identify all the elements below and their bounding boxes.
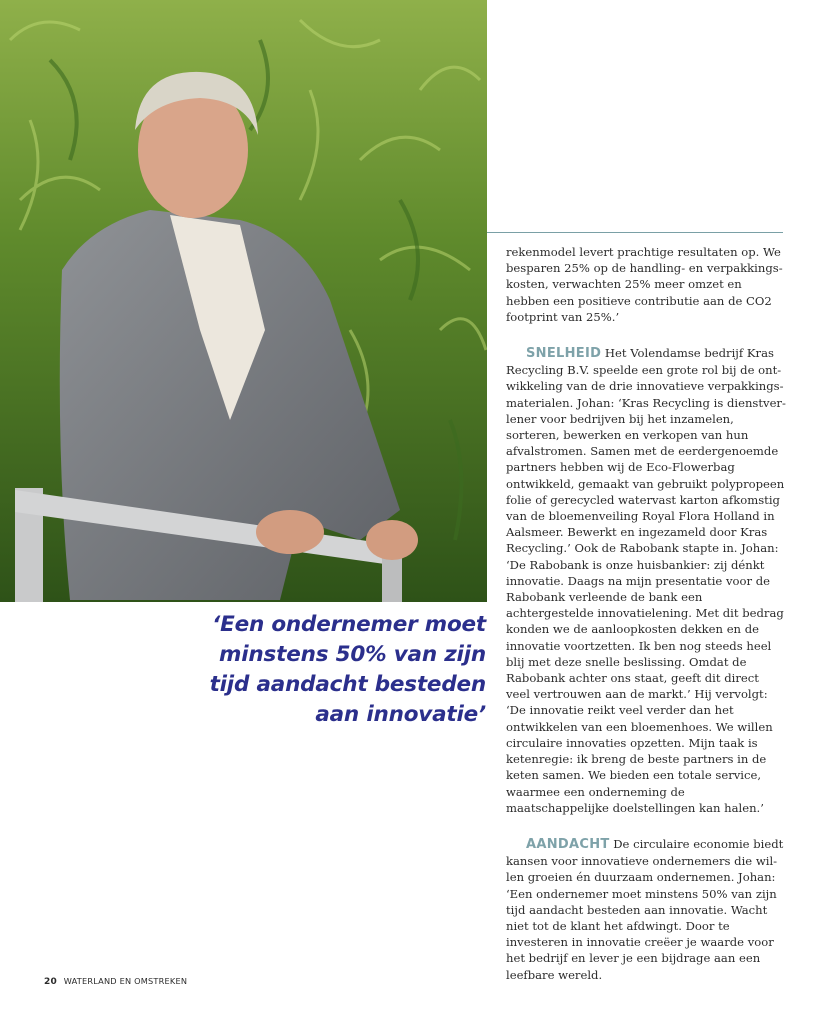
- pull-quote: [200, 610, 486, 730]
- pull-quote-line: tijd aandacht besteden: [209, 672, 486, 697]
- pull-quote-line: ‘Een ondernemer moet: [212, 612, 486, 637]
- section-aandacht: [506, 836, 786, 983]
- article-body: [506, 244, 786, 983]
- section-lead-aandacht: AANDACHT: [526, 836, 610, 852]
- section-snelheid: [506, 345, 786, 816]
- section-text: Het Volendamse bedrijf Kras Recycling B.V. speelde een grote rol bij de ontwikkeling van de drie innovatieve verpakkingsmaterialen. Johan: ‘Kras Recycling is dienstverlener voor bedrijven bij het inzamelen, sorteren, bewerken en verkopen van hun afvalstromen. Samen met de eerdergenoemde partners hebben wij de Eco-Flowerbag ontwikkeld, gemaakt van gebruikt polypropeen folie of gerecycled watervast karton afkomstig van de bloemenveiling Royal Flora Holland in Aalsmeer. Bewerkt en ingezameld door Kras Recycling.’ Ook de Rabobank stapte in. Johan: ‘De Rabobank is onze huisbankier: zij dénkt innovatie. Daags na mijn presentatie voor de Rabobank verleende de bank een achtergestelde innovatielening. Met dit bedrag konden we de aanloopkosten dekken en de innovatie voortzetten. Ik ben nog steeds heel blij met deze snelle beslissing. Omdat de Rabobank achter ons staat, geeft dit direct veel vertrouwen aan de markt.’ Hij vervolgt: ‘De innovatie reikt veel verder dan het ontwikkelen van een bloemenhoes. We willen circulaire innovaties opzetten. Mijn taak is ketenregie: ik breng de beste partners in de keten samen. We bieden een totale service, waarmee een onderneming de maatschappelijke doelstellingen kan halen.’: [506, 346, 786, 815]
- page-footer: [44, 976, 187, 987]
- section-text: De circulaire economie biedt kansen voor innovatieve ondernemers die willen groeien én duurzaam ondernemen. Johan: ‘Een ondernemer moet minstens 50% van zijn tijd aandacht besteden aan innovatie. Wacht niet tot de klant het afdwingt. Door te investeren in innovatie creëer je waarde voor het bedrijf en lever je een bijdrage aan een leefbare wereld.: [506, 836, 784, 982]
- portrait-photo: [0, 0, 487, 602]
- pull-quote-line: minstens 50% van zijn: [219, 642, 486, 667]
- pull-quote-line: aan innovatie’: [315, 702, 486, 727]
- intro-paragraph: rekenmodel levert prachtige resultaten op. We besparen 25% op de handling- en verpakkingskosten, verwachten 25% meer omzet en hebben een positieve contributie aan de CO2 footprint van 25%.’: [506, 245, 783, 324]
- magazine-name: WATERLAND EN OMSTREKEN: [63, 976, 188, 986]
- column-divider-rule: [487, 232, 783, 233]
- page-number: 20: [44, 977, 57, 987]
- portrait-illustration: [0, 0, 487, 602]
- section-lead-snelheid: SNELHEID: [526, 346, 602, 362]
